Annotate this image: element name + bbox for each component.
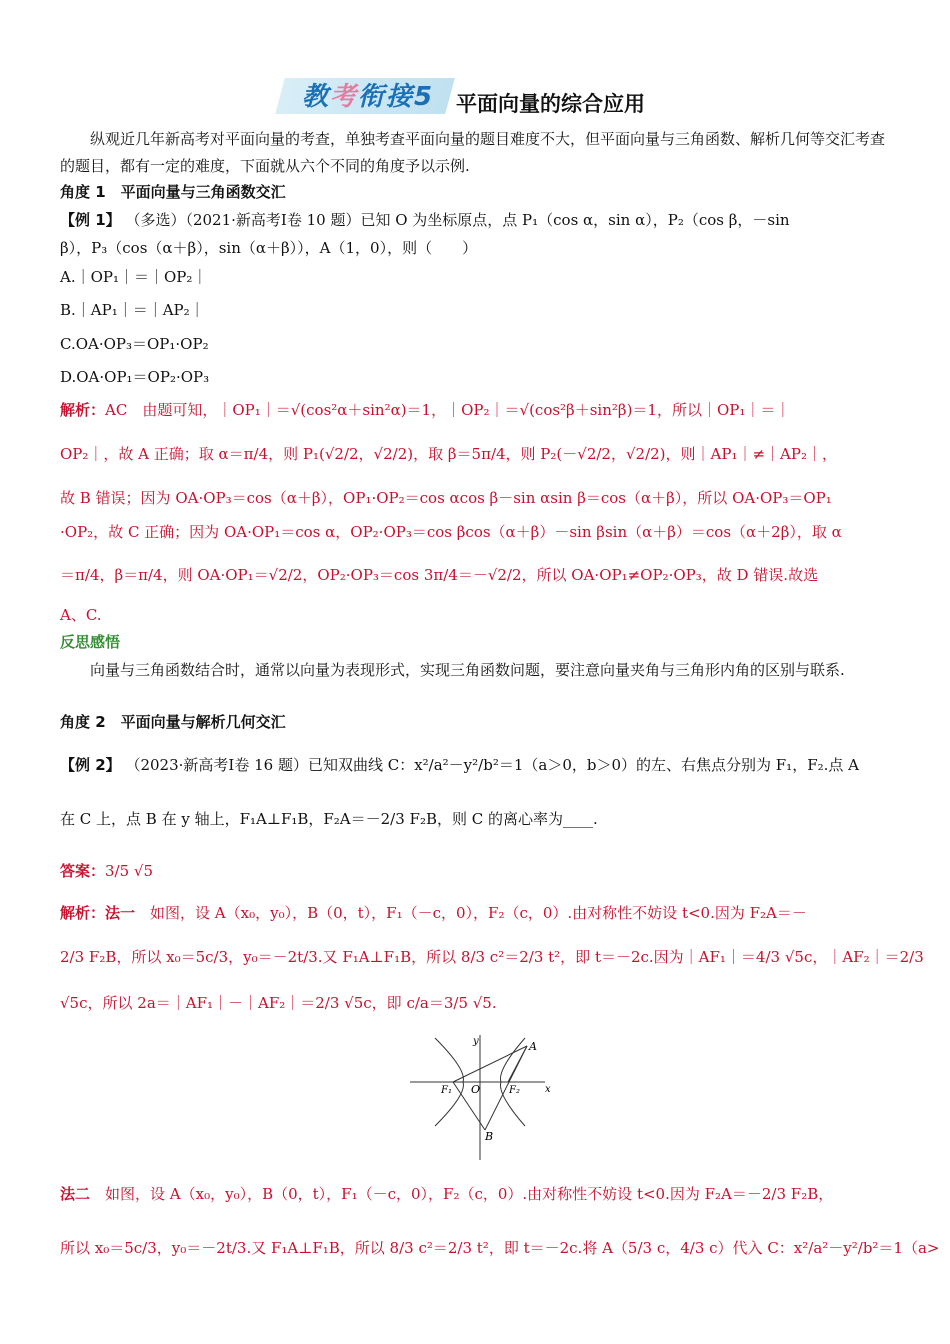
- solution2-line3: √5c，所以 2a＝｜AF₁｜－｜AF₂｜＝2/3 √5c，即 c/a＝3/5 √5.: [60, 994, 497, 1012]
- label-a: A: [529, 1040, 537, 1053]
- example1-option-d: D.OA·OP₁＝OP₂·OP₃: [60, 368, 210, 386]
- solution3-line2: 所以 x₀＝5c/3，y₀＝－2t/3.又 F₁A⊥F₁B，所以 8/3 c²＝2/3 t²，即 t＝－2c.将 A（5/3 c，4/3 c）代入 C：x²/a²－y²/b²＝1（a>: [60, 1239, 940, 1257]
- solution2-head: 解析：法一: [60, 904, 136, 922]
- example1-option-c: C.OA·OP₃＝OP₁·OP₂: [60, 335, 209, 353]
- example2-label: 【例 2】: [60, 756, 121, 774]
- solution2-line2: 2/3 F₂B，所以 x₀＝5c/3，y₀＝－2t/3.又 F₁A⊥F₁B，所以 8/3 c²＝2/3 t²，即 t＝－2c.因为｜AF₁｜＝4/3 √5c，｜AF₂｜＝2/3: [60, 948, 924, 966]
- label-o: O: [471, 1083, 481, 1096]
- answer-line: [60, 860, 890, 882]
- solution2-text1: 如图，设 A（x₀，y₀），B（0，t），F₁（－c，0），F₂（c，0）.由对称性不妨设 t<0.因为 F₂A＝－: [150, 904, 807, 922]
- example1-option-a: A.｜OP₁｜＝｜OP₂｜: [60, 268, 208, 286]
- solution1-head: 解析：: [60, 401, 106, 419]
- solution1-text1: AC 由题可知，｜OP₁｜＝√(cos²α＋sin²α)＝1，｜OP₂｜＝√(cos²β＋sin²β)＝1，所以｜OP₁｜＝｜: [105, 401, 791, 419]
- label-f2: F₂: [509, 1085, 520, 1096]
- solution1-line5: ＝π/4，β＝π/4，则 OA·OP₁＝√2/2，OP₂·OP₃＝cos 3π/4＝－√2/2，所以 OA·OP₁≠OP₂·OP₃，故 D 错误.故选: [60, 566, 819, 584]
- angle2-title: 角度 2 平面向量与解析几何交汇: [60, 713, 286, 731]
- solution1-line3: 故 B 错误；因为 OA·OP₃＝cos（α＋β），OP₁·OP₂＝cos αcos β－sin αsin β＝cos（α＋β），所以 OA·OP₃＝OP₁: [60, 489, 832, 507]
- banner-tag-b: 考: [330, 82, 359, 112]
- hyperbola-figure: [405, 1030, 555, 1165]
- example1-option-b: B.｜AP₁｜＝｜AP₂｜: [60, 301, 205, 319]
- segment-f1a: [453, 1046, 527, 1082]
- example2-text1: （2023·新高考Ⅰ卷 16 题）已知双曲线 C：x²/a²－y²/b²＝1（a＞0，b＞0）的左、右焦点分别为 F₁，F₂.点 A: [125, 756, 859, 774]
- answer-value: 3/5 √5: [105, 862, 154, 880]
- example1-label: 【例 1】: [60, 211, 121, 229]
- reflection-text: 向量与三角函数结合时，通常以向量为表现形式，实现三角函数问题，要注意向量夹角与三角形内角的区别与联系.: [90, 661, 845, 679]
- solution1-line4: ·OP₂，故 C 正确；因为 OA·OP₁＝cos α，OP₂·OP₃＝cos βcos（α＋β）－sin βsin（α＋β）＝cos（α＋2β），取 α: [60, 523, 842, 541]
- solution1-line1: [60, 399, 890, 421]
- solution3-line1: [60, 1183, 890, 1205]
- solution3-text1: 如图，设 A（x₀，y₀），B（0，t），F₁（－c，0），F₂（c，0）.由对称性不妨设 t<0.因为 F₂A＝－2/3 F₂B，: [105, 1185, 834, 1203]
- solution1-line6: A、C.: [60, 606, 102, 624]
- label-b: B: [485, 1130, 494, 1143]
- solution2-line1: [60, 902, 890, 924]
- section-banner: [280, 70, 680, 120]
- banner-tag-c: 衔接5: [358, 82, 435, 112]
- label-y: y: [473, 1036, 479, 1047]
- banner-tag: [302, 76, 434, 113]
- banner-tag-a: 教: [302, 82, 331, 112]
- label-x: x: [545, 1084, 551, 1095]
- example2-line1: [60, 754, 890, 776]
- label-f1: F₁: [441, 1085, 452, 1096]
- example2-line2: 在 C 上，点 B 在 y 轴上，F₁A⊥F₁B，F₂A＝－2/3 F₂B，则 C 的离心率为____.: [60, 810, 598, 828]
- example1-line2: β），P₃（cos（α＋β），sin（α＋β）），A（1，0），则（ ）: [60, 239, 478, 257]
- segment-f2a: [508, 1046, 527, 1082]
- solution1-line2: OP₂｜，故 A 正确；取 α＝π/4，则 P₁(√2/2，√2/2)，取 β＝5π/4，则 P₂(－√2/2，√2/2)，则｜AP₁｜≠｜AP₂｜，: [60, 445, 837, 463]
- reflection-title: 反思感悟: [60, 633, 121, 651]
- banner-title: 平面向量的综合应用: [456, 92, 645, 116]
- solution3-head: 法二: [60, 1185, 91, 1203]
- example1-line1: [60, 209, 890, 231]
- answer-head: 答案：: [60, 862, 106, 880]
- intro-paragraph: 纵观近几年新高考对平面向量的考查，单独考查平面向量的题目难度不大，但平面向量与三角函数、解析几何等交汇考查的题目，都有一定的难度，下面就从六个不同的角度予以示例.: [60, 130, 886, 175]
- angle1-title: 角度 1 平面向量与三角函数交汇: [60, 183, 286, 201]
- example1-text1: （多选）（2021·新高考Ⅰ卷 10 题）已知 O 为坐标原点，点 P₁（cos α，sin α），P₂（cos β，－sin: [125, 211, 790, 229]
